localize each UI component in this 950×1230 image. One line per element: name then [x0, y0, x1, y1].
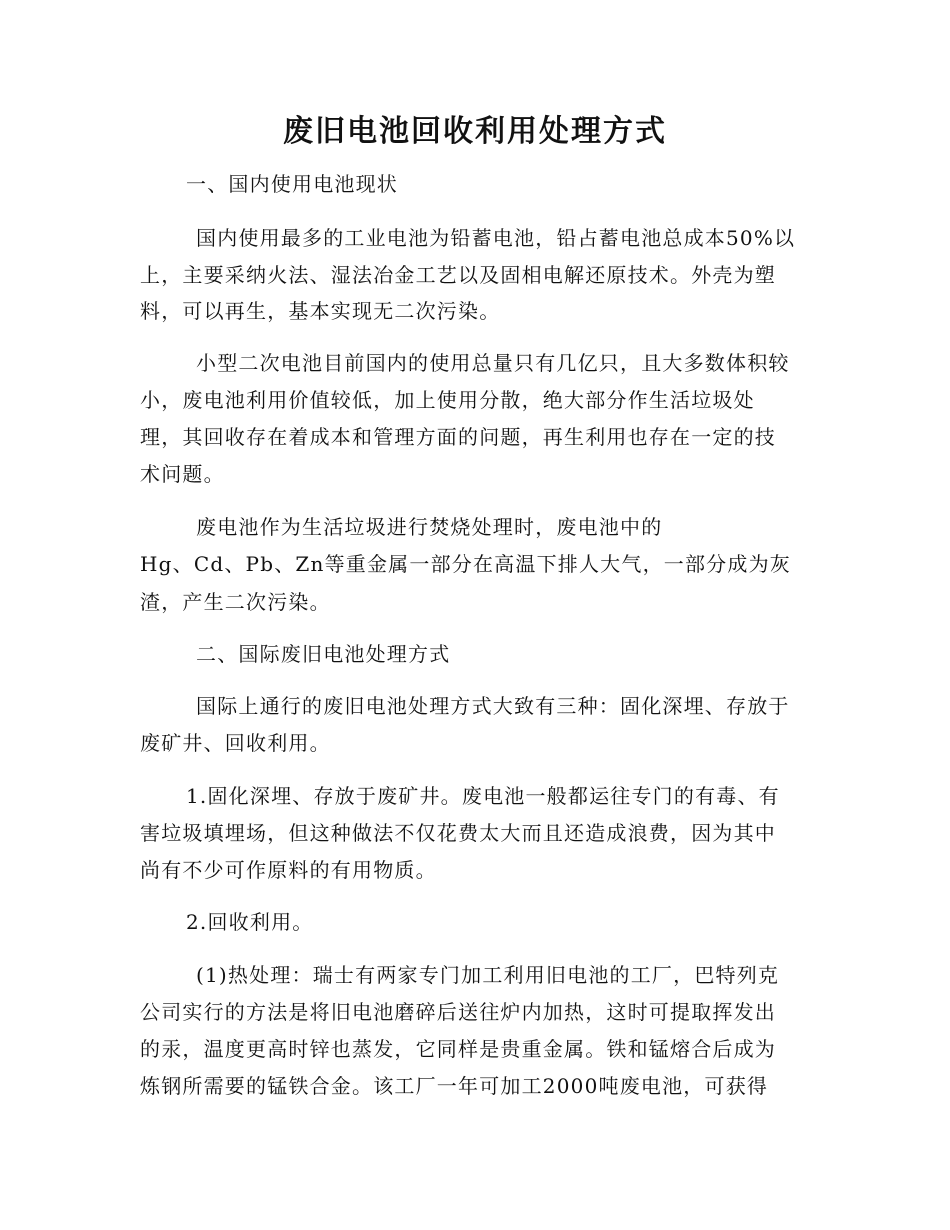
- paragraph-line: 理，其回收存在着成本和管理方面的问题，再生利用也存在一定的技: [140, 425, 776, 449]
- paragraph-line: 废矿井、回收利用。: [140, 731, 331, 755]
- paragraph-line: 尚有不少可作原料的有用物质。: [140, 858, 437, 882]
- paragraph-line: (1)热处理：瑞士有两家专门加工利用旧电池的工厂，巴特列克: [196, 963, 780, 987]
- paragraph-line: 小型二次电池目前国内的使用总量只有几亿只，且大多数体积较: [196, 351, 790, 375]
- paragraph-line: 料，可以再生，基本实现无二次污染。: [140, 299, 501, 323]
- section-heading-international: 二、国际废旧电池处理方式: [196, 642, 451, 666]
- paragraph-line: 公司实行的方法是将旧电池磨碎后送往炉内加热，这时可提取挥发出: [140, 1000, 776, 1024]
- paragraph-line: 小，废电池利用价值较低，加上使用分散，绝大部分作生活垃圾处: [140, 388, 755, 412]
- paragraph-line: 废电池作为生活垃圾进行焚烧处理时，废电池中的: [196, 515, 663, 539]
- paragraph-line: 的汞，温度更高时锌也蒸发，它同样是贵重金属。铁和锰熔合后成为: [140, 1037, 776, 1061]
- paragraph-line: 国内使用最多的工业电池为铅蓄电池，铅占蓄电池总成本50%以: [196, 226, 796, 250]
- section-heading-domestic: 一、国内使用电池现状: [186, 172, 398, 196]
- list-item-line: 1.固化深埋、存放于废矿井。废电池一般都运往专门的有毒、有: [186, 784, 780, 808]
- paragraph-line: 国际上通行的废旧电池处理方式大致有三种：固化深埋、存放于: [196, 694, 790, 718]
- paragraph-line: 术问题。: [140, 462, 225, 486]
- paragraph-line: 上，主要采纳火法、湿法冶金工艺以及固相电解还原技术。外壳为塑: [140, 263, 776, 287]
- paragraph-line: 渣，产生二次污染。: [140, 590, 331, 614]
- paragraph-line: 害垃圾填埋场，但这种做法不仅花费太大而且还造成浪费，因为其中: [140, 821, 776, 845]
- paragraph-line: 炼钢所需要的锰铁合金。该工厂一年可加工2000吨废电池，可获得: [140, 1074, 769, 1098]
- list-item-line: 2.回收利用。: [186, 910, 314, 934]
- paragraph-line: Hg、Cd、Pb、Zn等重金属一部分在高温下排人大气，一部分成为灰: [140, 552, 791, 576]
- page-title: 废旧电池回收利用处理方式: [283, 114, 667, 149]
